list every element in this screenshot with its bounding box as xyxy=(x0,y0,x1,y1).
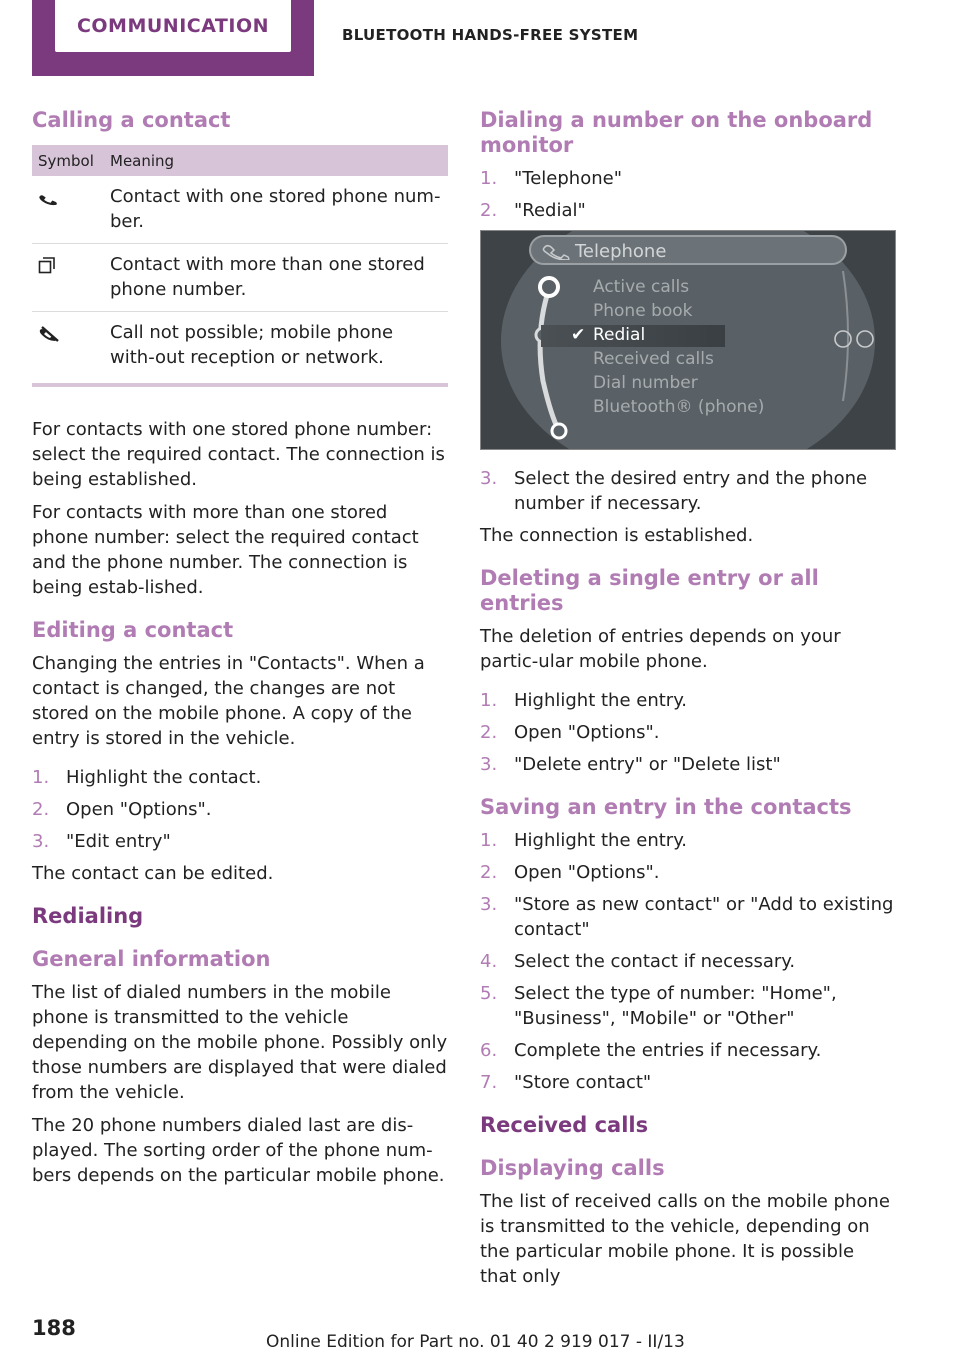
list-item xyxy=(480,688,896,713)
list-item xyxy=(480,1070,896,1095)
step-text: Complete the entries if necessary. xyxy=(514,1040,822,1061)
menu-item-phone-book: Phone book xyxy=(593,301,693,321)
step-number: 3. xyxy=(480,894,498,915)
calling-paragraph-1: For contacts with one stored phone number: select the required contact. The connection is being established. xyxy=(32,419,445,490)
step-number: 2. xyxy=(480,200,498,221)
heading-saving-entry: Saving an entry in the contacts xyxy=(480,795,852,819)
table-header-meaning: Meaning xyxy=(104,145,448,176)
menu-item-redial-label: Redial xyxy=(593,325,646,345)
heading-dialing-number: Dialing a number on the onboard monitor xyxy=(480,108,873,157)
right-column xyxy=(480,108,896,1297)
list-item xyxy=(480,828,896,853)
step-text: Highlight the contact. xyxy=(66,767,262,788)
displaying-paragraph: The list of received calls on the mobile phone is transmitted to the vehicle, depending on the particular mobile phone. It is possible that only xyxy=(480,1191,890,1287)
editing-paragraph-1: Changing the entries in "Contacts". When a contact is changed, the changes are not stored on the mobile phone. A copy of the entry is stored in the vehicle. xyxy=(32,653,425,749)
saving-steps xyxy=(480,828,896,1095)
no-reception-icon xyxy=(38,326,60,342)
menu-item-active-calls: Active calls xyxy=(593,277,690,297)
phone-handset-icon xyxy=(38,192,60,206)
deleting-paragraph: The deletion of entries depends on your partic-ular mobile phone. xyxy=(480,626,841,672)
step-text: Highlight the entry. xyxy=(514,830,687,851)
step-number: 4. xyxy=(480,951,498,972)
list-item xyxy=(480,892,896,942)
step-number: 1. xyxy=(480,168,498,189)
symbol-cell xyxy=(32,176,104,244)
onboard-monitor-screenshot xyxy=(480,230,896,450)
heading-calling-contact: Calling a contact xyxy=(32,108,231,132)
table-row xyxy=(32,312,448,380)
deleting-steps xyxy=(480,688,896,777)
menu-item-redial xyxy=(571,325,646,345)
step-number: 3. xyxy=(480,754,498,775)
list-item xyxy=(480,1038,896,1063)
screen-title: Telephone xyxy=(575,241,667,262)
step-text: Highlight the entry. xyxy=(514,690,687,711)
symbol-cell xyxy=(32,244,104,312)
menu-item-received-calls: Received calls xyxy=(593,349,714,369)
step-number: 6. xyxy=(480,1040,498,1061)
chapter-tab xyxy=(32,0,314,76)
left-column xyxy=(32,108,448,1196)
list-item xyxy=(480,166,896,191)
step-text: "Redial" xyxy=(514,200,586,221)
step-text: Open "Options". xyxy=(514,862,660,883)
step-number: 2. xyxy=(480,722,498,743)
menu-item-bluetooth-phone: Bluetooth® (phone) xyxy=(593,397,765,417)
heading-general-information: General information xyxy=(32,947,271,971)
list-item xyxy=(480,466,896,516)
symbol-table xyxy=(32,145,448,379)
heading-deleting-entries: Deleting a single entry or all entries xyxy=(480,566,819,615)
list-item xyxy=(480,949,896,974)
list-item xyxy=(32,797,448,822)
step-text: "Store contact" xyxy=(514,1072,652,1093)
symbol-cell xyxy=(32,312,104,380)
chapter-tab-label-box xyxy=(55,0,291,52)
list-item xyxy=(32,765,448,790)
menu-item-dial-number: Dial number xyxy=(593,373,698,393)
meaning-cell: Contact with more than one stored phone number. xyxy=(104,244,448,312)
step-number: 2. xyxy=(32,799,50,820)
general-paragraph-1: The list of dialed numbers in the mobile phone is transmitted to the vehicle depending on the mobile phone. Possibly only those numbers are displayed that were dialed from the vehicle. xyxy=(32,982,448,1103)
step-text: "Delete entry" or "Delete list" xyxy=(514,754,781,775)
dialing-paragraph: The connection is established. xyxy=(480,525,754,546)
list-item xyxy=(32,829,448,854)
step-text: Open "Options". xyxy=(66,799,212,820)
list-item xyxy=(480,752,896,777)
heading-redialing: Redialing xyxy=(32,904,144,928)
dialing-steps xyxy=(480,166,896,223)
edition-note: Online Edition for Part no. 01 40 2 919 017 - II/13 xyxy=(266,1332,685,1352)
section-title: BLUETOOTH HANDS-FREE SYSTEM xyxy=(342,26,639,44)
step-number: 3. xyxy=(480,468,498,489)
step-text: "Store as new contact" or "Add to existing contact" xyxy=(514,894,894,940)
step-text: Select the type of number: "Home", "Business", "Mobile" or "Other" xyxy=(514,983,837,1029)
heading-displaying-calls: Displaying calls xyxy=(480,1156,665,1180)
page-number: 188 xyxy=(32,1316,76,1340)
meaning-cell: Contact with one stored phone num-ber. xyxy=(104,176,448,244)
step-number: 3. xyxy=(32,831,50,852)
general-paragraph-2: The 20 phone numbers dialed last are dis-played. The sorting order of the phone num-bers depends on the particular mobile phone. xyxy=(32,1115,445,1186)
dialing-steps-continued xyxy=(480,466,896,516)
step-text: Select the desired entry and the phone number if necessary. xyxy=(514,468,868,514)
step-number: 7. xyxy=(480,1072,498,1093)
step-text: Open "Options". xyxy=(514,722,660,743)
list-item xyxy=(480,720,896,745)
calling-paragraph-2: For contacts with more than one stored phone number: select the required contact and the phone number. The connection is being estab-lished. xyxy=(32,502,419,598)
step-number: 5. xyxy=(480,983,498,1004)
step-number: 1. xyxy=(32,767,50,788)
check-icon: ✔ xyxy=(571,325,586,345)
table-header-symbol: Symbol xyxy=(32,145,104,176)
list-item xyxy=(480,860,896,885)
step-number: 1. xyxy=(480,830,498,851)
step-text: "Telephone" xyxy=(514,168,622,189)
heading-received-calls: Received calls xyxy=(480,1113,649,1137)
step-number: 1. xyxy=(480,690,498,711)
chapter-title: COMMUNICATION xyxy=(76,15,270,37)
step-text: "Edit entry" xyxy=(66,831,171,852)
editing-steps xyxy=(32,765,448,854)
step-text: Select the contact if necessary. xyxy=(514,951,796,972)
table-bottom-rule xyxy=(32,383,448,387)
list-item xyxy=(480,981,896,1031)
list-item xyxy=(480,198,896,223)
editing-paragraph-2: The contact can be edited. xyxy=(32,863,274,884)
step-number: 2. xyxy=(480,862,498,883)
heading-editing-contact: Editing a contact xyxy=(32,618,234,642)
table-row xyxy=(32,244,448,312)
multiple-numbers-icon xyxy=(38,256,56,274)
table-row xyxy=(32,176,448,244)
meaning-cell: Call not possible; mobile phone with-out reception or network. xyxy=(110,322,394,368)
